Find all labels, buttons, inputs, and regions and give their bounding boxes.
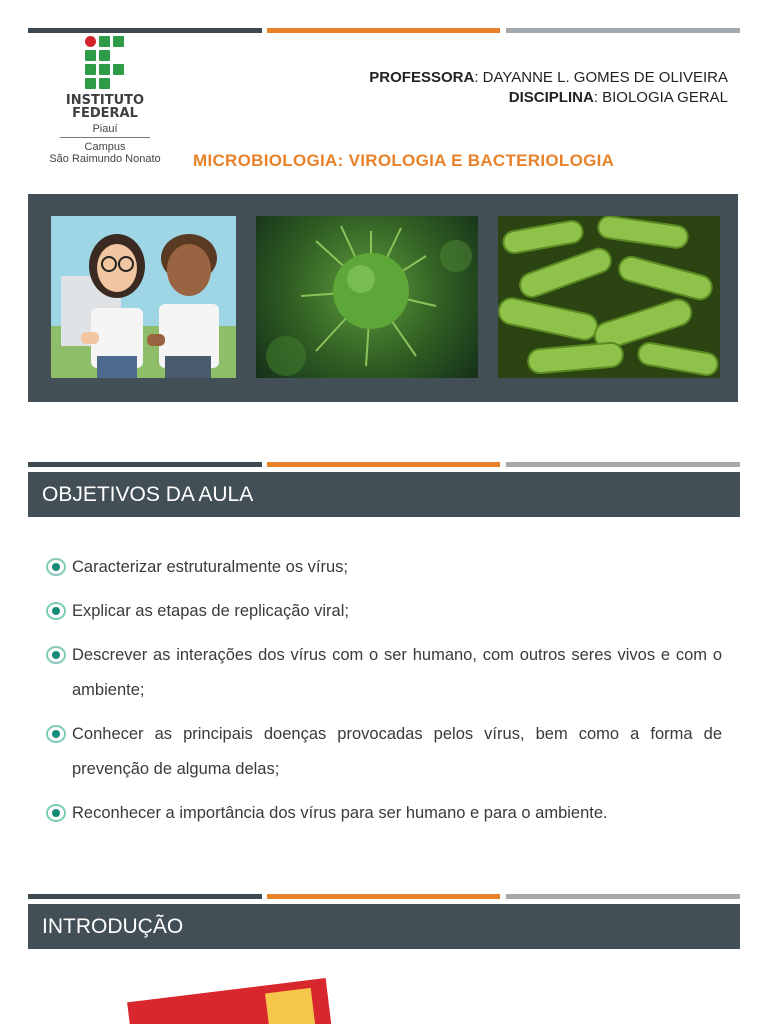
teachers-illustration (51, 216, 236, 378)
list-item: Descrever as interações dos vírus com o ser humano, com outros seres vivos e com o ambiente; (46, 638, 722, 708)
objectives-heading: OBJETIVOS DA AULA (28, 472, 740, 517)
section-divider (28, 894, 740, 899)
logo-name: INSTITUTO FEDERAL (65, 93, 145, 121)
course-info (369, 68, 728, 108)
bacteria-illustration (498, 216, 720, 378)
book-cover-image (127, 978, 333, 1024)
logo-campus: Campus São Raimundo Nonato (49, 141, 161, 165)
section-divider (28, 462, 740, 467)
bullet-icon (46, 646, 66, 664)
page-title: MICROBIOLOGIA: VIROLOGIA E BACTERIOLOGIA (193, 151, 615, 170)
institute-logo (40, 36, 170, 171)
bullet-icon (46, 804, 66, 822)
discipline-line: DISCIPLINA: BIOLOGIA GERAL (508, 89, 728, 106)
bullet-icon (46, 725, 66, 743)
introduction-heading: INTRODUÇÃO (28, 904, 740, 949)
bullet-icon (46, 602, 66, 620)
list-item: Reconhecer a importância dos vírus para ser humano e para o ambiente. (46, 796, 722, 831)
top-divider (28, 28, 740, 33)
objectives-list (46, 550, 722, 840)
image-banner (28, 194, 738, 402)
professor-line: PROFESSORA: DAYANNE L. GOMES DE OLIVEIRA (369, 69, 728, 86)
list-item: Caracterizar estruturalmente os vírus; (46, 550, 722, 585)
list-item: Conhecer as principais doenças provocadas pelos vírus, bem como a forma de prevenção de alguma delas; (46, 717, 722, 787)
logo-mark-icon (85, 36, 125, 90)
list-item: Explicar as etapas de replicação viral; (46, 594, 722, 629)
bullet-icon (46, 558, 66, 576)
logo-state: Piauí (92, 123, 118, 135)
virus-illustration (256, 216, 478, 378)
